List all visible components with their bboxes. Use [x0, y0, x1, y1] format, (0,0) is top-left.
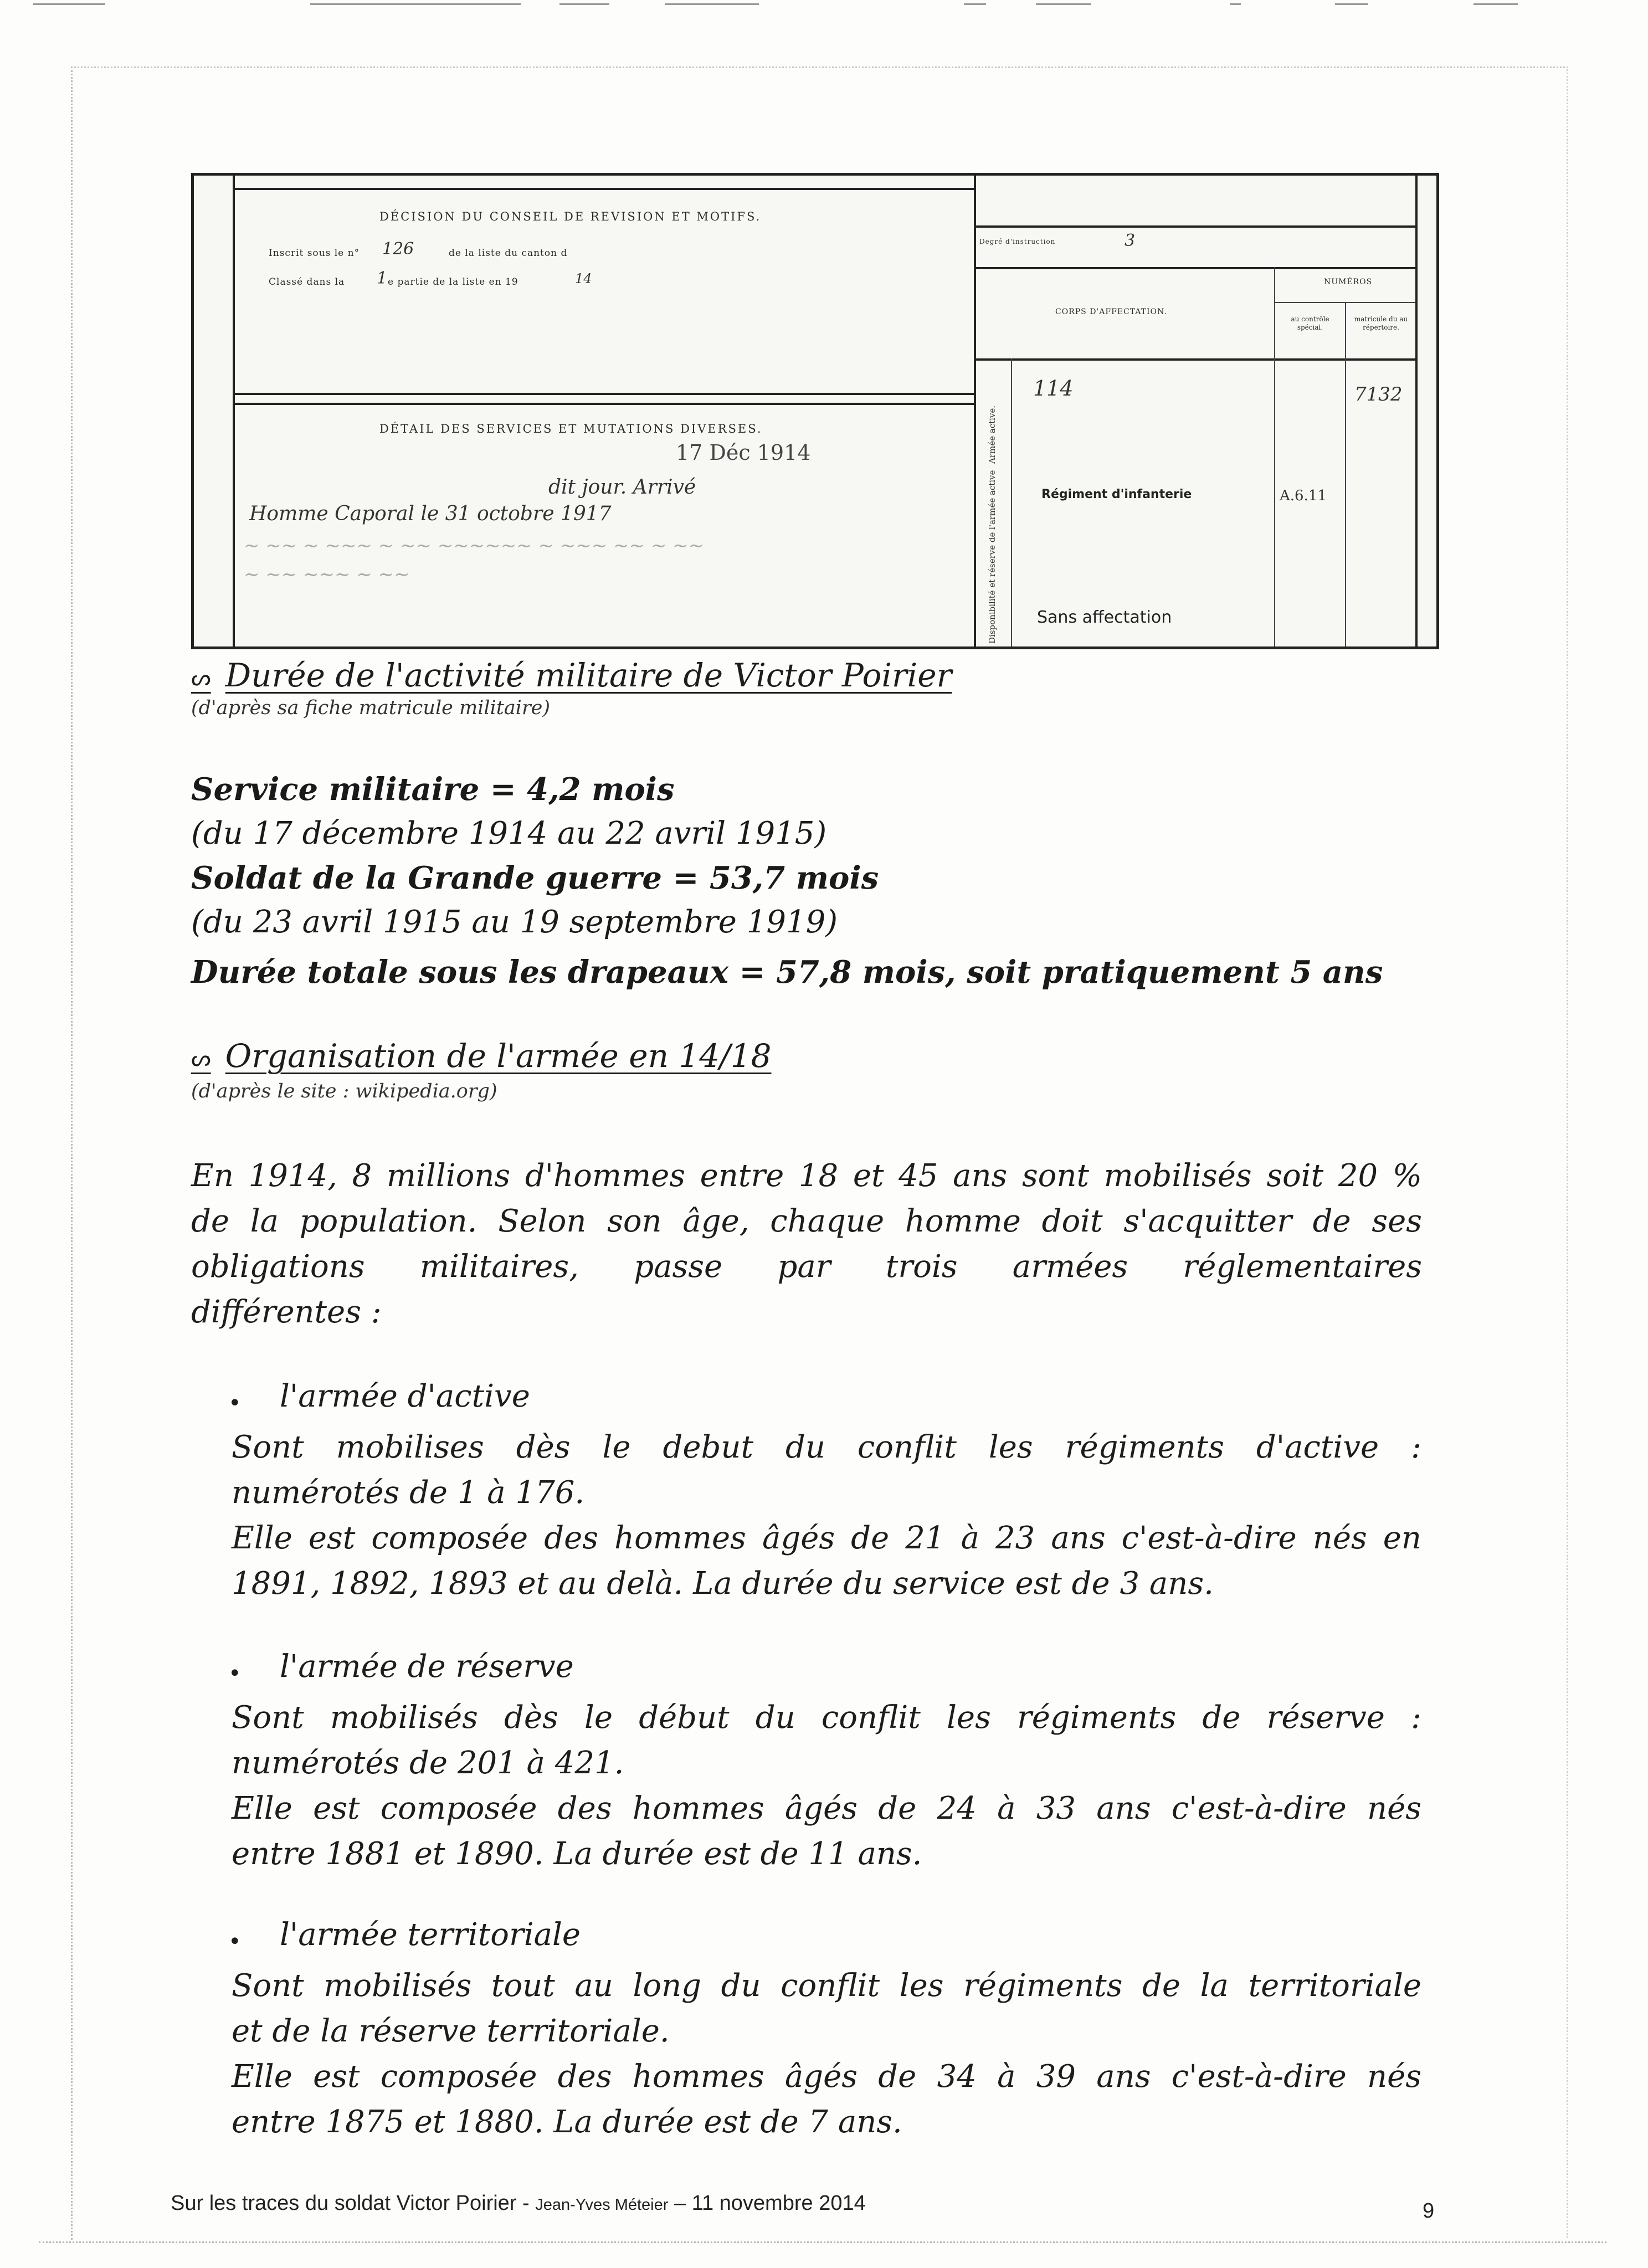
form-rule [233, 403, 974, 405]
intro-line: différentes : [191, 1294, 382, 1330]
inscrit-suffix: de la liste du canton d [449, 248, 568, 259]
corps-label: CORPS D'AFFECTATION. [1055, 307, 1167, 316]
bullet-title-active: l'armée d'active [280, 1378, 530, 1414]
classe-prefix: Classé dans la [269, 276, 345, 288]
form-rule [233, 188, 974, 190]
classe-year: 14 [575, 271, 592, 286]
duree-totale: Durée totale sous les drapeaux = 57,8 mois, soit pratiquement 5 ans [191, 954, 1383, 991]
armee-active-label: Armée active. [987, 405, 997, 464]
page-frame-right [1567, 66, 1568, 2238]
footer-rule [39, 2241, 1606, 2243]
bullet-icon: • [228, 1929, 242, 1954]
col-matricule: matricule du au répertoire. [1354, 315, 1408, 331]
page-footer [171, 2192, 866, 2215]
territoriale-line: Elle est composée des hommes âgés de 34 à 39 ans c'est-à-dire nés [232, 2059, 1421, 2095]
regiment-text: Régiment d'infanterie [1041, 488, 1192, 501]
classe-suffix: e partie de la liste en 19 [388, 276, 518, 288]
reserve-paragraph [232, 1695, 1421, 1877]
hand-line-2: Homme Caporal le 31 octobre 1917 [249, 502, 612, 525]
degre-label: Degré d'instruction [979, 238, 1056, 245]
service-militaire: Service militaire = 4,2 mois [191, 771, 675, 808]
form-rule [1415, 176, 1418, 646]
reserve-line: Sont mobilisés dès le début du conflit les régiments de réserve : [232, 1700, 1421, 1736]
regiment-number: 114 [1033, 376, 1074, 401]
matricule-number: 7132 [1354, 383, 1403, 406]
date-stamp: 17 Déc 1914 [676, 440, 811, 465]
intro-paragraph [191, 1153, 1422, 1335]
hand-faint-line: ~ ~~ ~~~ ~ ~~ [244, 563, 410, 586]
active-line: numérotés de 1 à 176. [232, 1475, 585, 1511]
inscrit-prefix: Inscrit sous le n° [269, 248, 360, 259]
active-paragraph [232, 1425, 1421, 1607]
footer-title: Sur les traces du soldat Victor Poirier - [171, 2192, 536, 2215]
form-rule [1274, 302, 1415, 303]
armee-code: A.6.11 [1280, 488, 1327, 504]
intro-line: En 1914, 8 millions d'hommes entre 18 et 45 ans sont mobilisés soit 20 % [191, 1158, 1422, 1194]
territoriale-line: entre 1875 et 1880. La durée est de 7 ans. [232, 2104, 902, 2140]
bullet-title-reserve: l'armée de réserve [280, 1649, 574, 1685]
heading-text: Organisation de l'armée en 14/18 [225, 1037, 772, 1075]
numeros-label: NUMÉROS [1324, 278, 1373, 286]
sans-affectation: Sans affectation [1037, 608, 1172, 627]
form-rule [974, 267, 1415, 269]
intro-line: obligations militaires, passe par trois armées réglementaires [191, 1249, 1422, 1285]
active-line: Sont mobilises dès le debut du conflit les régiments d'active : [232, 1429, 1421, 1465]
section-heading-duree [191, 656, 952, 694]
decision-title: DÉCISION DU CONSEIL DE REVISION ET MOTIFS. [379, 210, 762, 223]
bullet-title-territoriale: l'armée territoriale [280, 1917, 581, 1953]
hand-faint-line: ~ ~~ ~ ~~~ ~ ~~ ~~~~~~ ~ ~~~ ~~ ~ ~~ [244, 535, 705, 557]
scanned-matricule-form [191, 173, 1439, 649]
footer-date: – 11 novembre 2014 [668, 2192, 866, 2215]
reserve-label: Disponibilité et réserve de l'armée active [987, 470, 997, 644]
reserve-line: numérotés de 201 à 421. [232, 1745, 624, 1781]
reserve-line: entre 1881 et 1890. La durée est de 11 ans. [232, 1836, 922, 1872]
form-rule [233, 393, 974, 395]
scan-edge [0, 0, 1648, 17]
territoriale-line: et de la réserve territoriale. [232, 2013, 670, 2049]
territoriale-line: Sont mobilisés tout au long du conflit les régiments de la territoriale [232, 1968, 1421, 2004]
degre-value: 3 [1125, 231, 1136, 250]
guerre-dates: (du 23 avril 1915 au 19 septembre 1919) [191, 904, 838, 940]
detail-title: DÉTAIL DES SERVICES ET MUTATIONS DIVERSES. [379, 422, 763, 435]
scroll-icon: ᔕ [191, 1045, 211, 1071]
source-note: (d'après le site : wikipedia.org) [191, 1080, 497, 1102]
heading-text: Durée de l'activité militaire de Victor Poirier [225, 656, 952, 694]
inscrit-number: 126 [382, 239, 414, 259]
hand-line-1: dit jour. Arrivé [548, 476, 696, 499]
reserve-line: Elle est composée des hommes âgés de 24 à 33 ans c'est-à-dire nés [232, 1790, 1421, 1826]
col-controle: au contrôle spécial. [1291, 315, 1329, 331]
footer-author: Jean-Yves Méteier [535, 2196, 669, 2214]
form-rule [974, 358, 1415, 361]
classe-number: 1 [377, 269, 388, 288]
service-dates: (du 17 décembre 1914 au 22 avril 1915) [191, 815, 827, 851]
intro-line: de la population. Selon son âge, chaque homme doit s'acquitter de ses [191, 1203, 1422, 1239]
form-rule [974, 225, 1415, 228]
form-rule [974, 176, 976, 646]
territoriale-paragraph [232, 1963, 1421, 2145]
page-number: 9 [1423, 2199, 1435, 2223]
bullet-icon: • [228, 1390, 242, 1416]
section-heading-organisation [191, 1037, 772, 1075]
active-line: 1891, 1892, 1893 et au delà. La durée du service est de 3 ans. [232, 1566, 1214, 1602]
active-line: Elle est composée des hommes âgés de 21 à 23 ans c'est-à-dire nés en [232, 1520, 1421, 1556]
scroll-icon: ᔕ [191, 665, 211, 691]
grande-guerre: Soldat de la Grande guerre = 53,7 mois [191, 860, 879, 896]
source-note: (d'après sa fiche matricule militaire) [191, 697, 550, 719]
form-rule [1011, 358, 1012, 646]
form-rule [1345, 303, 1346, 646]
bullet-icon: • [228, 1661, 242, 1686]
form-rule [1274, 267, 1275, 646]
form-rule [233, 176, 235, 646]
